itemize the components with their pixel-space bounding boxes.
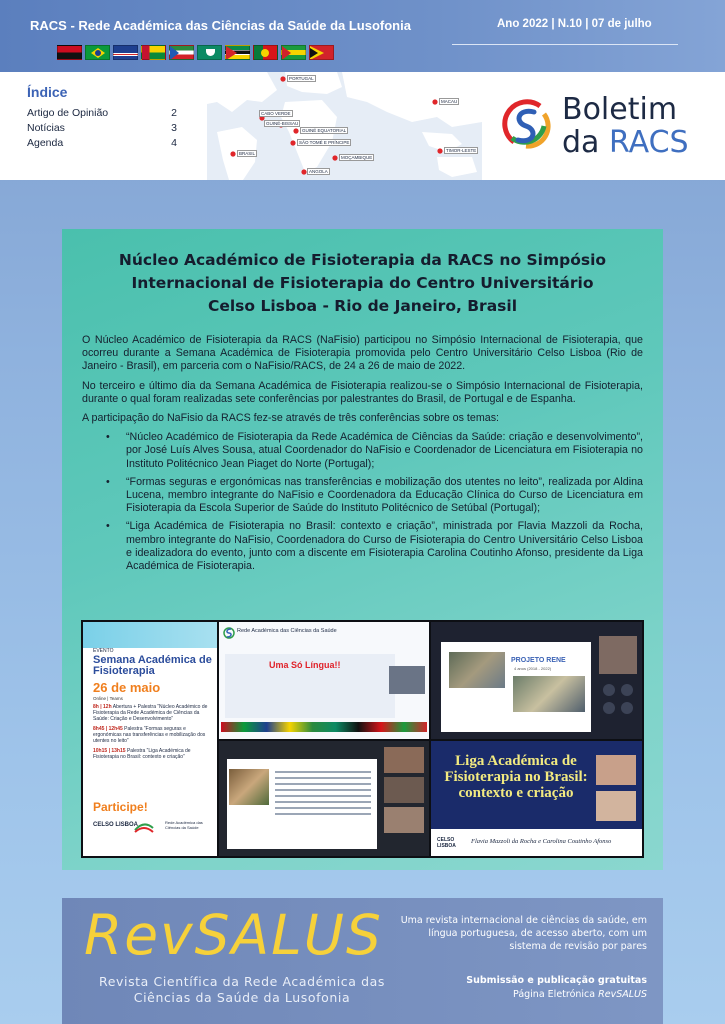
poster-program-item — [93, 726, 211, 744]
logo-line-1: Boletim — [562, 92, 678, 127]
index-item[interactable] — [27, 121, 177, 136]
index-item[interactable] — [27, 106, 177, 121]
speaker-video-tile — [384, 747, 424, 773]
article-paragraph: A participação do NaFisio da RACS fez-se através de três conferências sobre os temas: — [82, 412, 500, 425]
equatorial-guinea-flag — [169, 45, 194, 60]
map-label-macau: MACAU — [441, 99, 458, 104]
celso-lisboa-logo: CELSO LISBOA — [437, 837, 456, 849]
article-paragraph: O Núcleo Académico de Fisioterapia da RACS (NaFisio) participou no Simpósio Internacional de Fisioterapia, que ocorreu durante a Semana Académica de Fisioterapia promovida pelo Centro Universitário Celso Lisboa (Rio de Janeiro - Brasil), em parceria com o NaFisio/RACS, de 24 a 26 de maio de 2022. — [82, 334, 643, 373]
index-item-page: 4 — [171, 137, 177, 149]
map-label-brasil: BRASIL — [239, 151, 256, 156]
slide-photo — [229, 769, 269, 805]
slide-title: Liga Académica de Fisioterapia no Brasil: contexto e criação — [444, 753, 588, 801]
cape-verde-flag — [113, 45, 138, 60]
index-item-label: Artigo de Opinião — [27, 107, 109, 119]
marker-brasil — [230, 151, 235, 156]
sao-tome-flag — [281, 45, 306, 60]
logo-line-2-accent: RACS — [608, 125, 689, 160]
revsalus-logo: RevSALUS — [84, 903, 383, 967]
poster-date: 26 de maio — [93, 680, 161, 695]
participant-avatar — [621, 684, 633, 696]
network-title: RACS - Rede Académica das Ciências da Saúde da Lusofonia — [30, 18, 411, 33]
slide-subtitle: 4 anos (2018 - 2022) — [514, 666, 552, 671]
video-call-screenshot — [219, 741, 429, 856]
poster-subtitle: Online | Teams — [93, 696, 123, 701]
article-paragraph: No terceiro e último dia da Semana Académica de Fisioterapia realizou-se o Simpósio Internacional de Fisioterapia, durante o qual foram realizadas sete conferências por palestrantes do Brasil, de Portugal e de Espanha. — [82, 379, 643, 405]
issue-divider — [452, 44, 678, 45]
map-label-mocambique: MOÇAMBIQUE — [341, 155, 373, 160]
participant-avatar — [603, 702, 615, 714]
poster-program-time: 8h | 12h — [93, 704, 112, 710]
timor-leste-flag — [309, 45, 334, 60]
racs-logo-icon — [223, 626, 235, 640]
map-label-angola: ANGOLA — [309, 169, 328, 174]
conference-item: • “Liga Académica de Fisioterapia no Brasil: contexto e criação”, ministrada por Flavia Mazzoli da Rocha, membro integrante do NaFisio, Coordenadora do Curso de Fisioterapia do Centro Universitário Celso Lisboa e idealizadora do evento, junto com a discente em Fisioterapia Carolina Coutinho Afonso, presidente da Liga Académica de Fisioterapia. — [82, 520, 643, 573]
event-poster — [83, 622, 217, 856]
index-title: Índice — [27, 84, 68, 100]
poster-program-time: 10h15 | 13h15 — [93, 748, 126, 754]
participant-avatar — [621, 702, 633, 714]
marker-timor-leste — [437, 148, 442, 153]
revsalus-website-link[interactable] — [513, 989, 647, 1000]
participant-avatar — [603, 684, 615, 696]
poster-header — [83, 622, 217, 648]
conference-item: • “Formas seguras e ergonómicas nas transferências e mobilização dos utentes no leito”, realizada por Aldina Lucena, membro integrante do NaFisio e Coordenadora da Educação Clínica do Curso de Licenciatura em Fisioterapia da Escola Superior de Saúde do Instituto Politécnico de Setúbal (Portugal); — [82, 476, 643, 516]
map-label-portugal: PORTUGAL — [289, 76, 314, 81]
mozambique-flag — [225, 45, 250, 60]
racs-logo-icon — [500, 96, 552, 156]
marker-macau — [432, 99, 437, 104]
speaker-video-tile — [599, 636, 637, 674]
flag-row — [57, 45, 334, 60]
poster-program-text: Palestra “Formas seguras e ergonómicas nas transferências e mobilização dos utentes no leito” — [93, 726, 206, 744]
speaker-video-tile — [384, 807, 424, 833]
speaker-video-tile — [389, 666, 425, 694]
slide-title: PROJETO RENE — [511, 657, 566, 664]
index-item-page: 3 — [171, 122, 177, 134]
poster-celso-lisboa-logo: CELSO LISBOA — [93, 822, 139, 828]
index-item-label: Notícias — [27, 122, 65, 134]
slide-authors: Flavia Mazzoli da Rocha e Carolina Coutinho Afonso — [471, 838, 612, 845]
slide-header: Rede Académica das Ciências da Saúde — [237, 628, 337, 634]
index-panel — [0, 72, 207, 180]
index-item[interactable] — [27, 136, 177, 151]
lusophone-map — [207, 72, 482, 180]
slide-photo — [513, 676, 585, 712]
speaker-video-tile — [384, 777, 424, 803]
revsalus-submission: Submissão e publicação gratuitas — [466, 975, 647, 986]
angola-flag — [57, 45, 82, 60]
boletim-logo-panel — [482, 72, 725, 180]
slide-text-lines — [275, 771, 371, 819]
world-map-graphic — [207, 72, 482, 180]
map-label-sao-tome: SÃO TOMÉ E PRÍNCIPE — [299, 140, 350, 145]
guinea-bissau-flag — [141, 45, 166, 60]
poster-program-text: Abertura + Palestra “Núcleo Académico de Fisioterapia da Rede Académica de Ciências da Saúde: Criação e Desenvolvimento” — [93, 704, 208, 722]
marker-portugal — [280, 76, 285, 81]
macau-flag — [197, 45, 222, 60]
portugal-flag — [253, 45, 278, 60]
poster-racs-logo-icon — [133, 820, 155, 834]
poster-program-time: 8h45 | 12h45 — [93, 726, 123, 732]
revsalus-banner[interactable] — [62, 898, 663, 1024]
video-call-screenshot — [431, 741, 642, 856]
conference-list — [82, 431, 643, 573]
article-title: Núcleo Académico de Fisioterapia da RACS no Simpósio Internacional de Fisioterapia do Centro Universitário Celso Lisboa - Rio de Janeiro, Brasil — [118, 251, 607, 315]
poster-program — [93, 704, 211, 764]
event-photo-collage — [81, 620, 644, 858]
logo-line-2 — [562, 126, 689, 159]
poster-racs-logo-text: Rede Académica das Ciências da Saúde — [165, 820, 203, 830]
brazil-flag — [85, 45, 110, 60]
slide-slogan: Uma Só Língua!! — [269, 660, 341, 670]
marker-guine-equatorial — [293, 128, 298, 133]
poster-event-label: EVENTO — [93, 648, 114, 654]
slide-photo — [449, 652, 505, 688]
index-item-page: 2 — [171, 107, 177, 119]
video-call-screenshot — [431, 622, 642, 739]
speaker-video-tile — [596, 791, 636, 821]
map-label-timor-leste: TIMOR-LESTE — [446, 148, 477, 153]
poster-cta: Participe! — [93, 800, 148, 814]
issue-info: Ano 2022 | N.10 | 07 de julho — [497, 18, 652, 30]
poster-title: Semana Académica de Fisioterapia — [93, 654, 212, 677]
index-item-label: Agenda — [27, 137, 64, 149]
logo-line-2-prefix: da — [562, 125, 609, 160]
marker-angola — [301, 169, 306, 174]
boletim-logo-text — [562, 93, 689, 159]
header-bar — [0, 0, 725, 72]
video-call-screenshot — [219, 622, 429, 739]
revsalus-link-name: RevSALUS — [598, 989, 647, 1000]
masthead-band — [0, 72, 725, 180]
marker-mocambique — [332, 155, 337, 160]
map-label-guine-bissau: GUINÉ-BISSAU — [266, 121, 299, 126]
revsalus-link-prefix: Página Eletrónica — [513, 989, 599, 1000]
poster-program-item — [93, 748, 211, 760]
marker-sao-tome — [290, 140, 295, 145]
revsalus-description: Uma revista internacional de ciências da saúde, em língua portuguesa, de acesso aberto, com um sistema de revisão por pares — [400, 915, 647, 952]
revsalus-subtitle: Revista Científica da Rede Académica das Ciências da Saúde da Lusofonia — [98, 974, 386, 1005]
map-label-guine-equatorial: GUINÉ EQUATORIAL — [302, 128, 347, 133]
conference-item: • “Núcleo Académico de Fisioterapia da Rede Académica de Ciências da Saúde: criação e desenvolvimento”, por José Luís Alves Sousa, atual Coordenador do NaFisio e Coordenador de Licenciatura em Fisioterapia no Instituto Politécnico Jean Piaget do Norte (Portugal); — [82, 431, 643, 471]
speaker-video-tile — [596, 755, 636, 785]
poster-program-item — [93, 704, 211, 722]
slide-flag-row — [221, 722, 427, 732]
map-label-cabo-verde: CABO VERDE — [261, 111, 291, 116]
poster-program-text: Palestra “Liga Académica de Fisioterapia no Brasil: contexto e criação” — [93, 748, 191, 760]
